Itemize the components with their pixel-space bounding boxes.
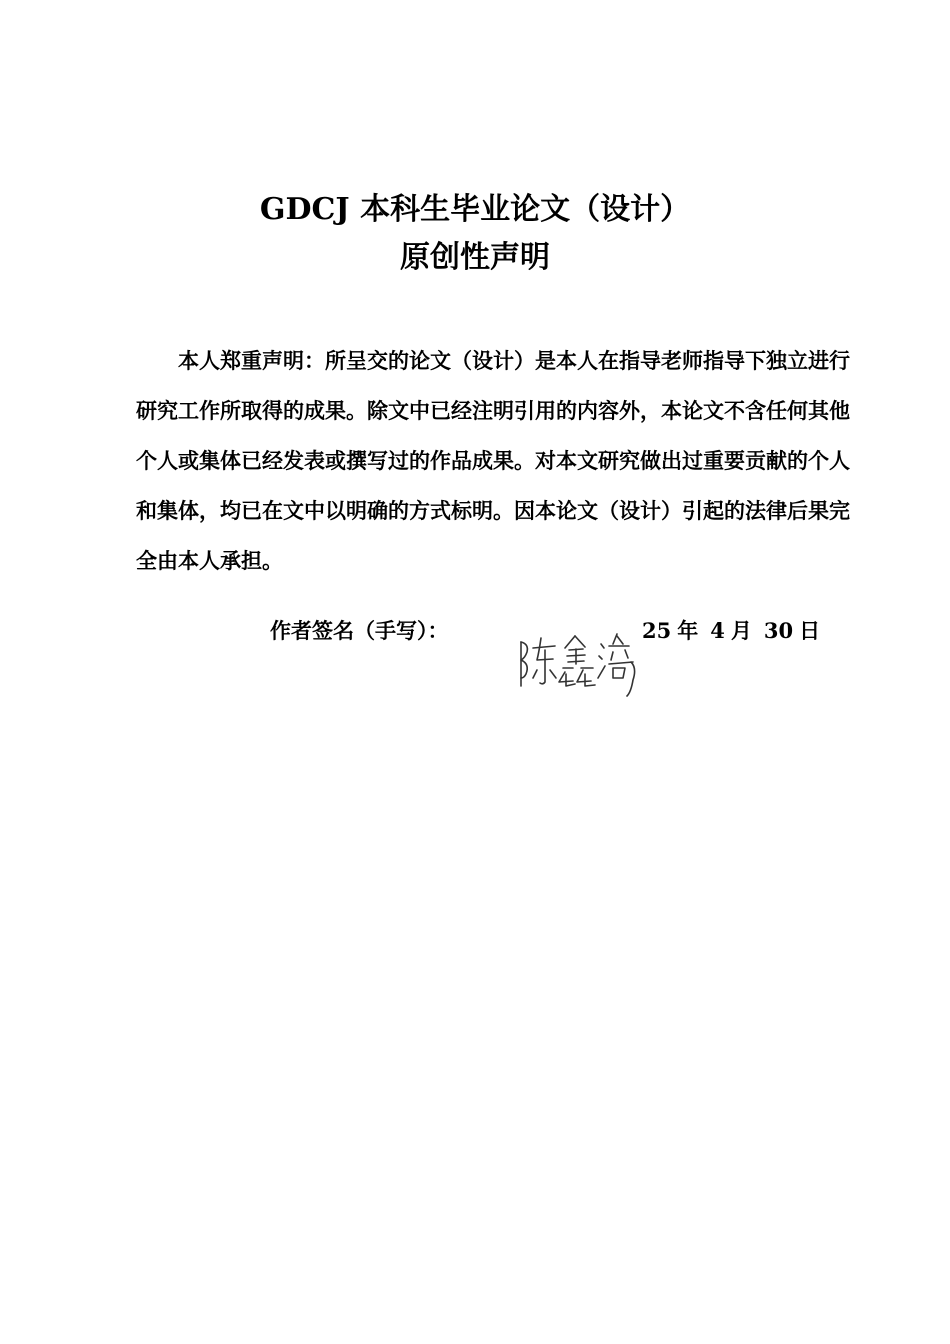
handwritten-signature <box>513 628 643 698</box>
date-month-unit: 月 <box>730 618 752 643</box>
title-line-2: 原创性声明 <box>400 240 550 275</box>
signature-row <box>0 612 950 692</box>
date-day: 30 <box>763 618 794 643</box>
date-year-unit: 年 <box>677 618 699 643</box>
date-month: 4 <box>710 618 725 643</box>
title-line-1: GDCJ 本科生毕业论文（设计） <box>259 192 691 227</box>
signature-label: 作者签名（手写）： <box>270 618 449 643</box>
declaration-paragraph: 本人郑重声明：所呈交的论文（设计）是本人在指导老师指导下独立进行研究工作所取得的成果。除文中已经注明引用的内容外，本论文不含任何其他个人或集体已经发表或撰写过的作品成果。对本文研究做出过重要贡献的个人和集体，均已在文中以明确的方式标明。因本论文（设计）引起的法律后果完全由本人承担。 <box>136 348 850 573</box>
document-title <box>0 186 950 282</box>
date-day-unit: 日 <box>799 618 821 643</box>
date-year: 25 <box>642 618 672 643</box>
signature-date <box>642 615 820 645</box>
